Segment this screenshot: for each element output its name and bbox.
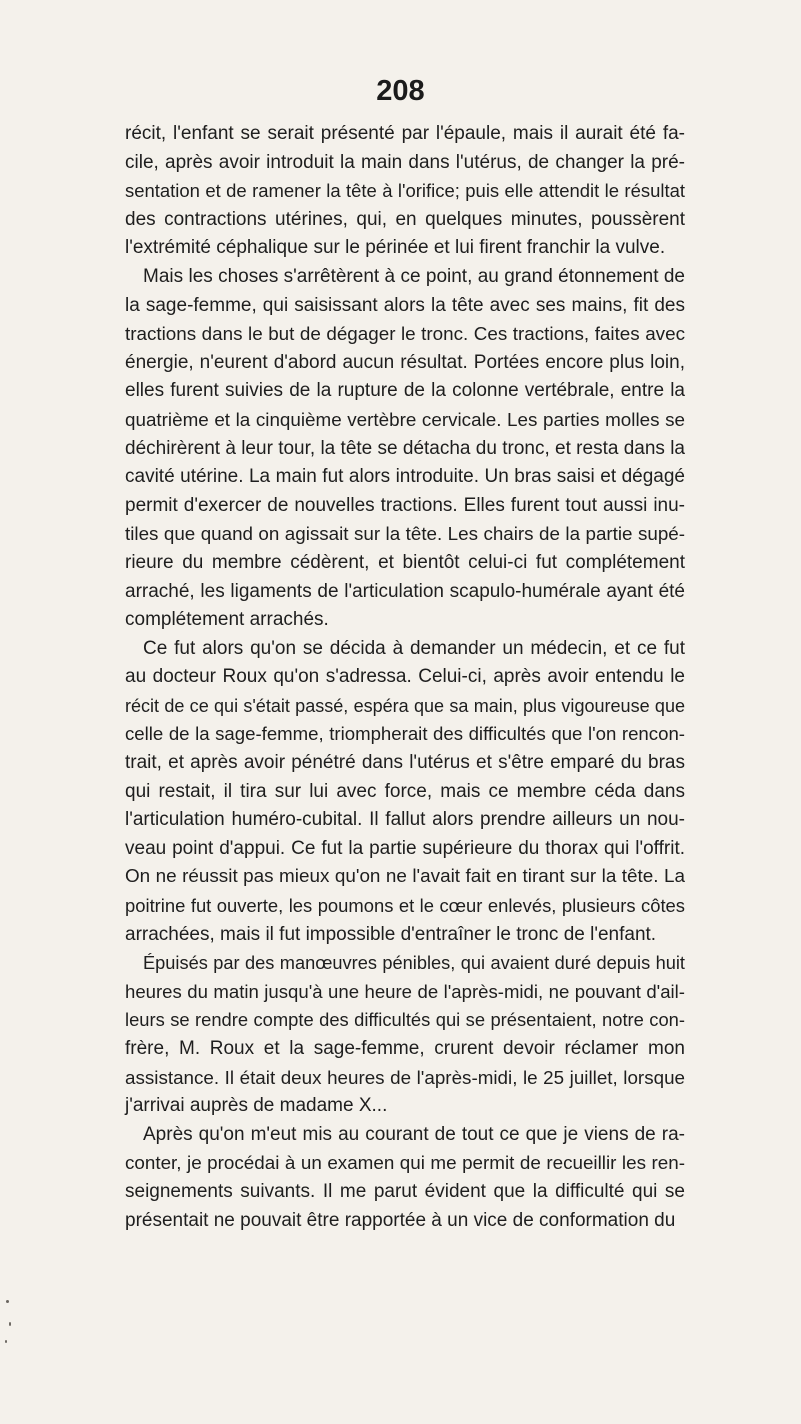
text-line: frère, M. Roux et la sage-femme, crurent devoir réclamer mon	[125, 1038, 685, 1059]
text-line: j'arrivai auprès de madame X...	[125, 1095, 388, 1117]
text-line: cile, après avoir introduit la main dans l'utérus, de changer la pré-	[125, 151, 685, 173]
page-number: 208	[376, 75, 425, 107]
text-line: qui restait, il tira sur lui avec force, mais ce membre céda dans	[125, 780, 685, 802]
text-line: tiles que quand on agissait sur la tête. Les chairs de la partie supé-	[125, 523, 685, 545]
margin-speck	[6, 1300, 9, 1303]
text-line: récit de ce qui s'était passé, espéra que sa main, plus vigoureuse que	[125, 695, 685, 716]
text-line: seignements suivants. Il me parut évident que la difficulté qui se	[125, 1180, 685, 1202]
text-line: présentait ne pouvait être rapportée à un vice de conformation du	[125, 1209, 676, 1231]
text-line: l'articulation huméro-cubital. Il fallut alors prendre ailleurs un nou-	[125, 809, 685, 831]
text-line: leurs se rendre compte des difficultés qui se présentaient, notre con-	[125, 1009, 685, 1031]
text-line: Mais les choses s'arrêtèrent à ce point, au grand étonnement de	[143, 265, 685, 287]
text-line: Épuisés par des manœuvres pénibles, qui avaient duré depuis huit	[143, 952, 685, 974]
text-line: elles furent suivies de la rupture de la colonne vertébrale, entre la	[125, 380, 685, 402]
text-line: heures du matin jusqu'à une heure de l'après-midi, ne pouvant d'ail-	[125, 980, 685, 1002]
text-line: On ne réussit pas mieux qu'on ne l'avait fait en tirant sur la tête. La	[125, 866, 685, 888]
text-line: permit d'exercer de nouvelles tractions. Elles furent tout aussi inu-	[125, 494, 685, 516]
body-text	[125, 120, 685, 1235]
text-line: arrachées, mais il fut impossible d'entraîner le tronc de l'enfant.	[125, 923, 657, 945]
text-line: poitrine fut ouverte, les poumons et le cœur enlevés, plusieurs côtes	[125, 895, 685, 917]
text-line: rieure du membre cédèrent, et bientôt celui-ci fut complétement	[125, 551, 685, 573]
text-line: sentation et de ramener la tête à l'orifice; puis elle attendit le résultat	[125, 180, 685, 202]
text-line: la sage-femme, qui saisissant alors la tête avec ses mains, fit des	[125, 294, 685, 316]
text-line: Ce fut alors qu'on se décida à demander un médecin, et ce fut	[143, 637, 685, 659]
text-line: cavité utérine. La main fut alors introduite. Un bras saisi et dégagé	[125, 466, 685, 488]
text-line: quatrième et la cinquième vertèbre cervicale. Les parties molles se	[125, 408, 685, 430]
text-line: tractions dans le but de dégager le tronc. Ces tractions, faites avec	[125, 323, 685, 345]
margin-speck	[9, 1322, 11, 1326]
text-line: au docteur Roux qu'on s'adressa. Celui-ci, après avoir entendu le	[125, 666, 685, 688]
margin-speck	[5, 1340, 7, 1343]
text-line: Après qu'on m'eut mis au courant de tout ce que je viens de ra-	[143, 1123, 685, 1145]
text-line: des contractions utérines, qui, en quelques minutes, poussèrent	[125, 208, 685, 230]
text-line: conter, je procédai à un examen qui me permit de recueillir les ren-	[125, 1152, 685, 1174]
text-line: récit, l'enfant se serait présenté par l'épaule, mais il aurait été fa-	[125, 123, 685, 144]
text-line: arraché, les ligaments de l'articulation scapulo-humérale ayant été	[125, 580, 685, 602]
text-line: déchirèrent à leur tour, la tête se détacha du tronc, et resta dans la	[125, 437, 685, 459]
text-line: complétement arrachés.	[125, 609, 329, 631]
text-line: trait, et après avoir pénétré dans l'utérus et s'être emparé du bras	[125, 752, 685, 774]
text-line: veau point d'appui. Ce fut la partie supérieure du thorax qui l'offrit.	[125, 837, 685, 859]
text-line: celle de la sage-femme, triompherait des difficultés que l'on rencon-	[125, 723, 685, 745]
text-line: énergie, n'eurent d'abord aucun résultat. Portées encore plus loin,	[125, 351, 685, 373]
text-line: assistance. Il était deux heures de l'après-midi, le 25 juillet, lorsque	[125, 1066, 685, 1088]
text-line: l'extrémité céphalique sur le périnée et lui firent franchir la vulve.	[125, 237, 666, 259]
